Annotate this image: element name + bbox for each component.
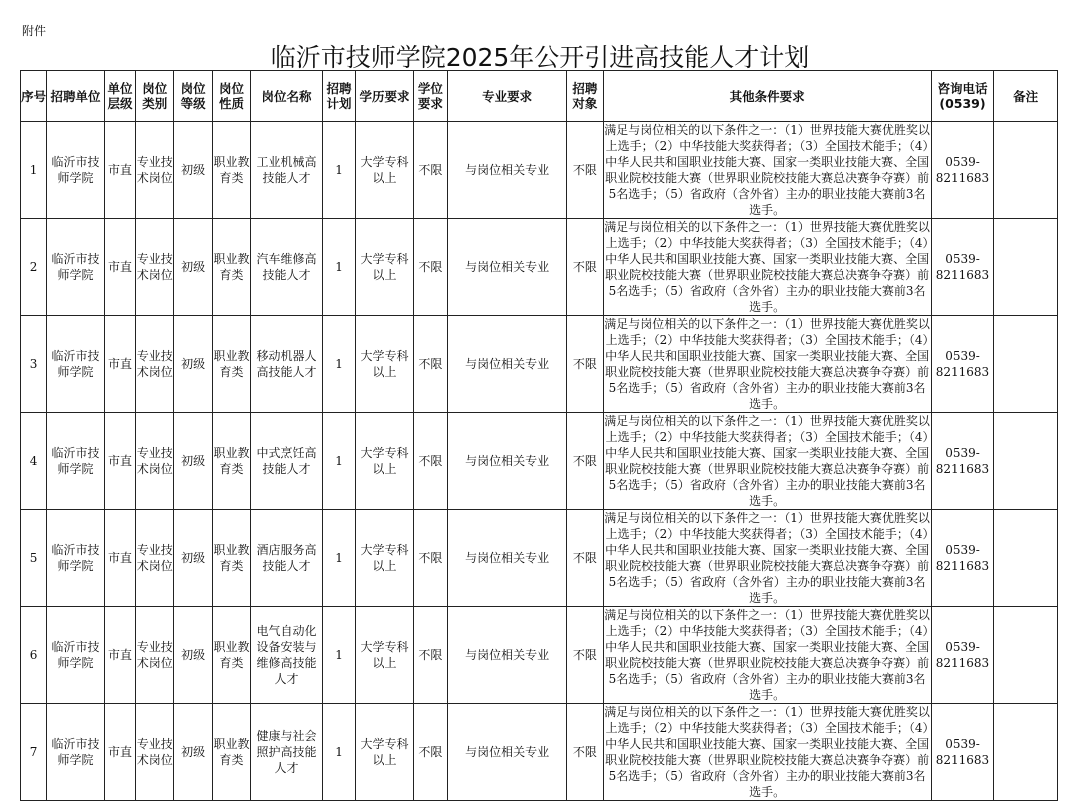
- table-row: [21, 413, 1058, 510]
- cell-unit: 临沂市技师学院: [47, 510, 105, 607]
- cell-target: 不限: [567, 219, 603, 316]
- cell-phone: 0539-8211683: [931, 219, 994, 316]
- cell-seq: 2: [21, 219, 47, 316]
- header-remark: 备注: [994, 71, 1058, 122]
- cell-grade: 初级: [174, 122, 212, 219]
- cell-count: 1: [322, 316, 355, 413]
- cell-level: 市直: [104, 219, 135, 316]
- cell-conditions: 满足与岗位相关的以下条件之一：（1）世界技能大赛优胜奖以上选手；（2）中华技能大奖获得者；（3）全国技术能手；（4）中华人民共和国职业技能大赛、国家一类职业技能大赛、全国职业院校技能大赛（世界职业院校技能大赛总决赛争夺赛）前5名选手；（5）省政府（含外省）主办的职业技能大赛前3名选手。: [604, 220, 930, 314]
- cell-target: 不限: [567, 413, 603, 510]
- header-major: 专业要求: [448, 71, 567, 122]
- cell-level: 市直: [104, 607, 135, 704]
- cell-unit: 临沂市技师学院: [47, 607, 105, 704]
- cell-remark: [994, 607, 1058, 704]
- cell-category: 专业技术岗位: [136, 510, 174, 607]
- cell-nature: 职业教育类: [212, 122, 250, 219]
- cell-target: 不限: [567, 122, 603, 219]
- cell-unit: 临沂市技师学院: [47, 316, 105, 413]
- cell-major: 与岗位相关专业: [448, 607, 567, 704]
- cell-unit: 临沂市技师学院: [47, 219, 105, 316]
- cell-degree: 不限: [413, 704, 447, 801]
- cell-category: 专业技术岗位: [136, 607, 174, 704]
- recruitment-plan-table: [20, 70, 1058, 801]
- cell-conditions: 满足与岗位相关的以下条件之一：（1）世界技能大赛优胜奖以上选手；（2）中华技能大奖获得者；（3）全国技术能手；（4）中华人民共和国职业技能大赛、国家一类职业技能大赛、全国职业院校技能大赛（世界职业院校技能大赛总决赛争夺赛）前5名选手；（5）省政府（含外省）主办的职业技能大赛前3名选手。: [604, 608, 930, 702]
- cell-education: 大学专科以上: [356, 607, 414, 704]
- cell-degree: 不限: [413, 510, 447, 607]
- cell-position: 工业机械高技能人才: [251, 122, 323, 219]
- cell-level: 市直: [104, 413, 135, 510]
- header-education: 学历要求: [356, 71, 414, 122]
- cell-count: 1: [322, 607, 355, 704]
- cell-remark: [994, 122, 1058, 219]
- cell-count: 1: [322, 413, 355, 510]
- cell-category: 专业技术岗位: [136, 413, 174, 510]
- cell-remark: [994, 219, 1058, 316]
- cell-phone: 0539-8211683: [931, 704, 994, 801]
- header-target: 招聘对象: [567, 71, 603, 122]
- header-nature: 岗位性质: [212, 71, 250, 122]
- header-category: 岗位类别: [136, 71, 174, 122]
- header-row: [21, 71, 1058, 122]
- cell-conditions: 满足与岗位相关的以下条件之一：（1）世界技能大赛优胜奖以上选手；（2）中华技能大奖获得者；（3）全国技术能手；（4）中华人民共和国职业技能大赛、国家一类职业技能大赛、全国职业院校技能大赛（世界职业院校技能大赛总决赛争夺赛）前5名选手；（5）省政府（含外省）主办的职业技能大赛前3名选手。: [604, 317, 930, 411]
- header-level: 单位层级: [104, 71, 135, 122]
- cell-education: 大学专科以上: [356, 316, 414, 413]
- cell-major: 与岗位相关专业: [448, 122, 567, 219]
- table-row: [21, 219, 1058, 316]
- cell-grade: 初级: [174, 413, 212, 510]
- cell-conditions: 满足与岗位相关的以下条件之一：（1）世界技能大赛优胜奖以上选手；（2）中华技能大奖获得者；（3）全国技术能手；（4）中华人民共和国职业技能大赛、国家一类职业技能大赛、全国职业院校技能大赛（世界职业院校技能大赛总决赛争夺赛）前5名选手；（5）省政府（含外省）主办的职业技能大赛前3名选手。: [604, 414, 930, 508]
- cell-grade: 初级: [174, 510, 212, 607]
- cell-seq: 5: [21, 510, 47, 607]
- cell-position: 电气自动化设备安装与维修高技能人才: [251, 607, 323, 704]
- cell-education: 大学专科以上: [356, 219, 414, 316]
- cell-remark: [994, 316, 1058, 413]
- cell-seq: 7: [21, 704, 47, 801]
- page-title: 临沂市技师学院2025年公开引进高技能人才计划: [270, 43, 810, 72]
- cell-level: 市直: [104, 122, 135, 219]
- cell-target: 不限: [567, 704, 603, 801]
- cell-position: 中式烹饪高技能人才: [251, 413, 323, 510]
- cell-remark: [994, 510, 1058, 607]
- table-row: [21, 510, 1058, 607]
- cell-grade: 初级: [174, 704, 212, 801]
- cell-position: 移动机器人高技能人才: [251, 316, 323, 413]
- table-row: [21, 316, 1058, 413]
- header-conditions: 其他条件要求: [603, 71, 931, 122]
- cell-category: 专业技术岗位: [136, 219, 174, 316]
- cell-phone: 0539-8211683: [931, 510, 994, 607]
- table-row: [21, 607, 1058, 704]
- cell-seq: 1: [21, 122, 47, 219]
- cell-nature: 职业教育类: [212, 704, 250, 801]
- cell-major: 与岗位相关专业: [448, 219, 567, 316]
- header-grade: 岗位等级: [174, 71, 212, 122]
- cell-count: 1: [322, 122, 355, 219]
- cell-conditions: 满足与岗位相关的以下条件之一：（1）世界技能大赛优胜奖以上选手；（2）中华技能大奖获得者；（3）全国技术能手；（4）中华人民共和国职业技能大赛、国家一类职业技能大赛、全国职业院校技能大赛（世界职业院校技能大赛总决赛争夺赛）前5名选手；（5）省政府（含外省）主办的职业技能大赛前3名选手。: [604, 705, 930, 799]
- table-row: [21, 704, 1058, 801]
- cell-count: 1: [322, 510, 355, 607]
- cell-unit: 临沂市技师学院: [47, 413, 105, 510]
- cell-level: 市直: [104, 510, 135, 607]
- cell-phone: 0539-8211683: [931, 413, 994, 510]
- cell-seq: 4: [21, 413, 47, 510]
- cell-education: 大学专科以上: [356, 413, 414, 510]
- cell-category: 专业技术岗位: [136, 122, 174, 219]
- cell-target: 不限: [567, 607, 603, 704]
- cell-category: 专业技术岗位: [136, 704, 174, 801]
- cell-major: 与岗位相关专业: [448, 413, 567, 510]
- attachment-label: 附件: [22, 24, 47, 38]
- cell-target: 不限: [567, 510, 603, 607]
- cell-unit: 临沂市技师学院: [47, 704, 105, 801]
- header-phone: 咨询电话(0539): [931, 71, 994, 122]
- cell-phone: 0539-8211683: [931, 607, 994, 704]
- cell-count: 1: [322, 704, 355, 801]
- cell-nature: 职业教育类: [212, 413, 250, 510]
- cell-category: 专业技术岗位: [136, 316, 174, 413]
- header-unit: 招聘单位: [47, 71, 105, 122]
- cell-remark: [994, 413, 1058, 510]
- cell-degree: 不限: [413, 219, 447, 316]
- cell-degree: 不限: [413, 413, 447, 510]
- cell-position: 酒店服务高技能人才: [251, 510, 323, 607]
- cell-phone: 0539-8211683: [931, 316, 994, 413]
- cell-remark: [994, 704, 1058, 801]
- cell-conditions: 满足与岗位相关的以下条件之一：（1）世界技能大赛优胜奖以上选手；（2）中华技能大奖获得者；（3）全国技术能手；（4）中华人民共和国职业技能大赛、国家一类职业技能大赛、全国职业院校技能大赛（世界职业院校技能大赛总决赛争夺赛）前5名选手；（5）省政府（含外省）主办的职业技能大赛前3名选手。: [604, 123, 930, 217]
- cell-degree: 不限: [413, 607, 447, 704]
- cell-education: 大学专科以上: [356, 122, 414, 219]
- cell-nature: 职业教育类: [212, 219, 250, 316]
- cell-unit: 临沂市技师学院: [47, 122, 105, 219]
- cell-major: 与岗位相关专业: [448, 316, 567, 413]
- cell-count: 1: [322, 219, 355, 316]
- cell-grade: 初级: [174, 607, 212, 704]
- header-degree: 学位要求: [413, 71, 447, 122]
- cell-nature: 职业教育类: [212, 510, 250, 607]
- cell-position: 汽车维修高技能人才: [251, 219, 323, 316]
- header-position: 岗位名称: [251, 71, 323, 122]
- cell-education: 大学专科以上: [356, 510, 414, 607]
- cell-seq: 3: [21, 316, 47, 413]
- header-seq: 序号: [21, 71, 47, 122]
- cell-seq: 6: [21, 607, 47, 704]
- header-count: 招聘计划: [322, 71, 355, 122]
- cell-conditions: 满足与岗位相关的以下条件之一：（1）世界技能大赛优胜奖以上选手；（2）中华技能大奖获得者；（3）全国技术能手；（4）中华人民共和国职业技能大赛、国家一类职业技能大赛、全国职业院校技能大赛（世界职业院校技能大赛总决赛争夺赛）前5名选手；（5）省政府（含外省）主办的职业技能大赛前3名选手。: [604, 511, 930, 605]
- cell-education: 大学专科以上: [356, 704, 414, 801]
- cell-level: 市直: [104, 704, 135, 801]
- cell-level: 市直: [104, 316, 135, 413]
- cell-nature: 职业教育类: [212, 607, 250, 704]
- cell-nature: 职业教育类: [212, 316, 250, 413]
- cell-grade: 初级: [174, 219, 212, 316]
- cell-phone: 0539-8211683: [931, 122, 994, 219]
- cell-degree: 不限: [413, 122, 447, 219]
- cell-major: 与岗位相关专业: [448, 510, 567, 607]
- cell-grade: 初级: [174, 316, 212, 413]
- cell-major: 与岗位相关专业: [448, 704, 567, 801]
- cell-target: 不限: [567, 316, 603, 413]
- table-row: [21, 122, 1058, 219]
- cell-position: 健康与社会照护高技能人才: [251, 704, 323, 801]
- cell-degree: 不限: [413, 316, 447, 413]
